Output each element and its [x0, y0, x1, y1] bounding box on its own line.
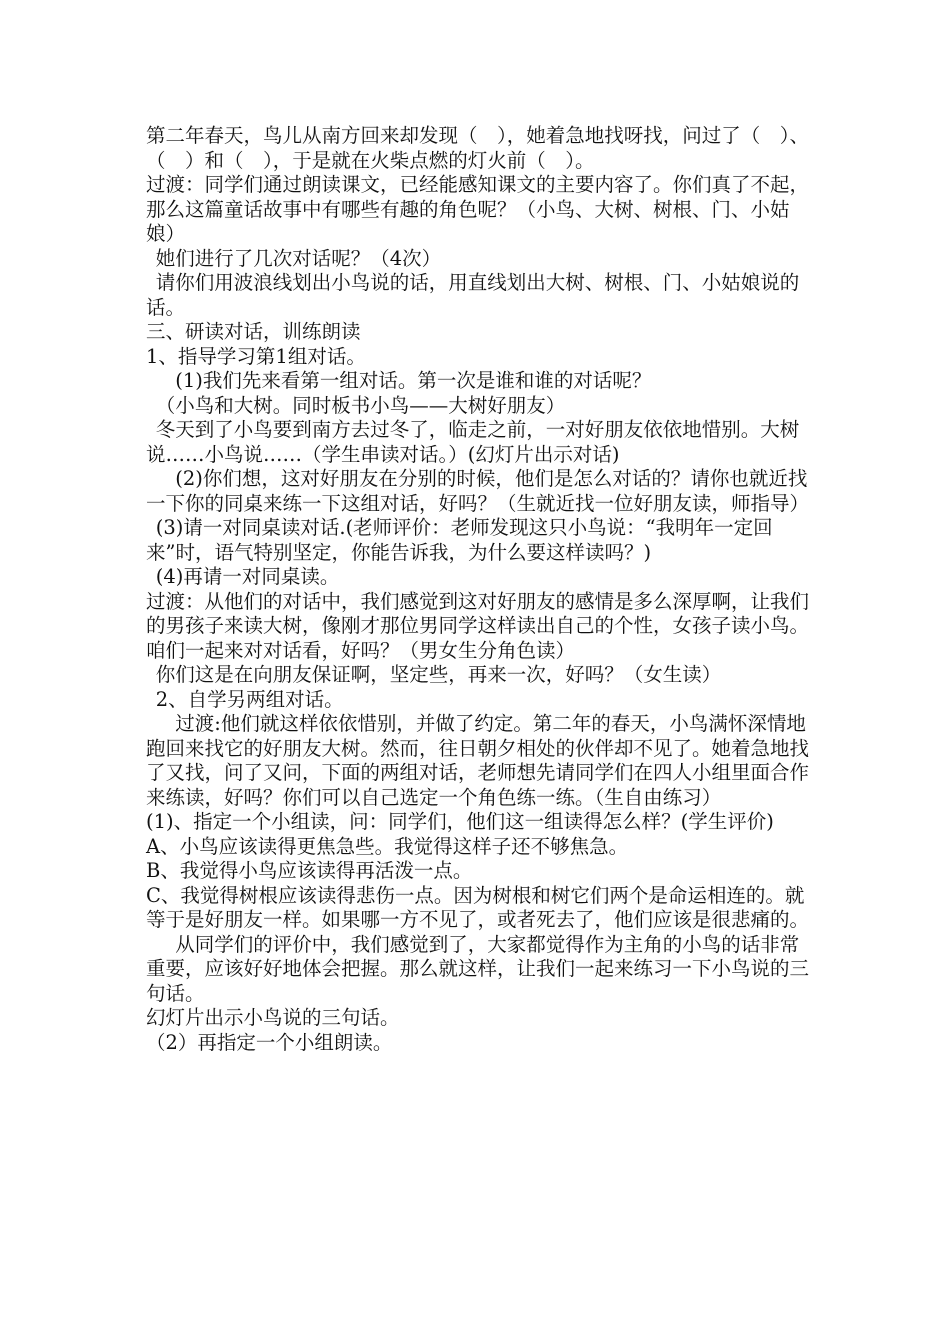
- document-body: [146, 124, 816, 1055]
- paragraph-promise: 你们这是在向朋友保证啊，坚定些，再来一次，好吗？（女生读）: [155, 663, 722, 686]
- paragraph-underline-instruction: 请你们用波浪线划出小鸟说的话，用直线划出大树、树根、门、小姑娘说的话。: [146, 271, 800, 319]
- paragraph-comment-c: C、我觉得树根应该读得悲伤一点。因为树根和树它们两个是命运相连的。就等于是好朋友一样。如果哪一方不见了，或者死去了，他们应该是很悲痛的。: [146, 883, 810, 931]
- paragraph-step-2: (2)你们想，这对好朋友在分别的时候，他们是怎么对话的？请你也就近找一下你的同桌来练一下这组对话，好吗？（生就近找一位好朋友读，师指导）: [146, 467, 810, 515]
- paragraph-step-3: (3)请一对同桌读对话.(老师评价：老师发现这只小鸟说：“我明年一定回来”时，语气特别坚定，你能告诉我，为什么要这样读吗？): [146, 516, 773, 564]
- paragraph-transition-roles: 过渡：同学们通过朗读课文，已经能感知课文的主要内容了。你们真了不起，那么这篇童话故事中有哪些有趣的角色呢？（小鸟、大树、树根、门、小姑娘）: [146, 173, 810, 245]
- subheading-1: 1、指导学习第1组对话。: [146, 344, 366, 368]
- paragraph-comment-b: B、我觉得小鸟应该读得再活泼一点。: [146, 859, 473, 882]
- paragraph-summary: 从同学们的评价中，我们感觉到了，大家都觉得作为主角的小鸟的话非常重要，应该好好地体会把握。那么就这样，让我们一起来练习一下小鸟说的三句话。: [146, 932, 810, 1005]
- paragraph-comment-a: A、小鸟应该读得更焦急些。我觉得这样子还不够焦急。: [146, 834, 629, 858]
- paragraph-step-2b: （2）再指定一个小组朗读。: [146, 1030, 393, 1054]
- section-heading-3: 三、研读对话，训练朗读: [146, 320, 361, 343]
- paragraph-bird-and-tree: （小鸟和大树。同时板书小鸟——大树好朋友）: [155, 393, 566, 417]
- paragraph-winter-farewell: 冬天到了小鸟要到南方去过冬了，临走之前，一对好朋友依依地惜别。大树说……小鸟说……（学生串读对话。）(幻灯片出示对话): [146, 418, 800, 466]
- paragraph-dialogue-count: 她们进行了几次对话呢？（4次）: [155, 246, 442, 270]
- paragraph-group-reading: (1)、指定一个小组读，问：同学们，他们这一组读得怎么样？(学生评价): [146, 810, 774, 833]
- paragraph-slide-note: 幻灯片出示小鸟说的三句话。: [146, 1006, 400, 1029]
- paragraph-step-1: (1)我们先来看第一组对话。第一次是谁和谁的对话呢？: [175, 369, 652, 392]
- paragraph-transition-friendship: 过渡：从他们的对话中，我们感觉到这对好朋友的感情是多么深厚啊，让我们的男孩子来读大树，像刚才那位男同学这样读出自己的个性，女孩子读小鸟。咱们一起来对对话看，好吗？（男女生分角色读）: [146, 589, 810, 662]
- paragraph-transition-search: 过渡:他们就这样依依惜别，并做了约定。第二年的春天，小鸟满怀深情地跑回来找它的好朋友大树。然而，往日朝夕相处的伙伴却不见了。她着急地找了又找，问了又问，下面的两组对话，老师想先请同学们在四人小组里面合作来练读，好吗？你们可以自己选定一个角色练一练。（生自由练习）: [146, 712, 810, 809]
- subheading-2: 2、自学另两组对话。: [155, 687, 344, 711]
- paragraph-step-4: (4)再请一对同桌读。: [155, 565, 340, 588]
- paragraph-fill-in-blanks: 第二年春天，鸟儿从南方回来却发现（ ），她着急地找呀找，问过了（ ）、（ ）和（ ），于是就在火柴点燃的灯火前（ ）。: [146, 124, 810, 172]
